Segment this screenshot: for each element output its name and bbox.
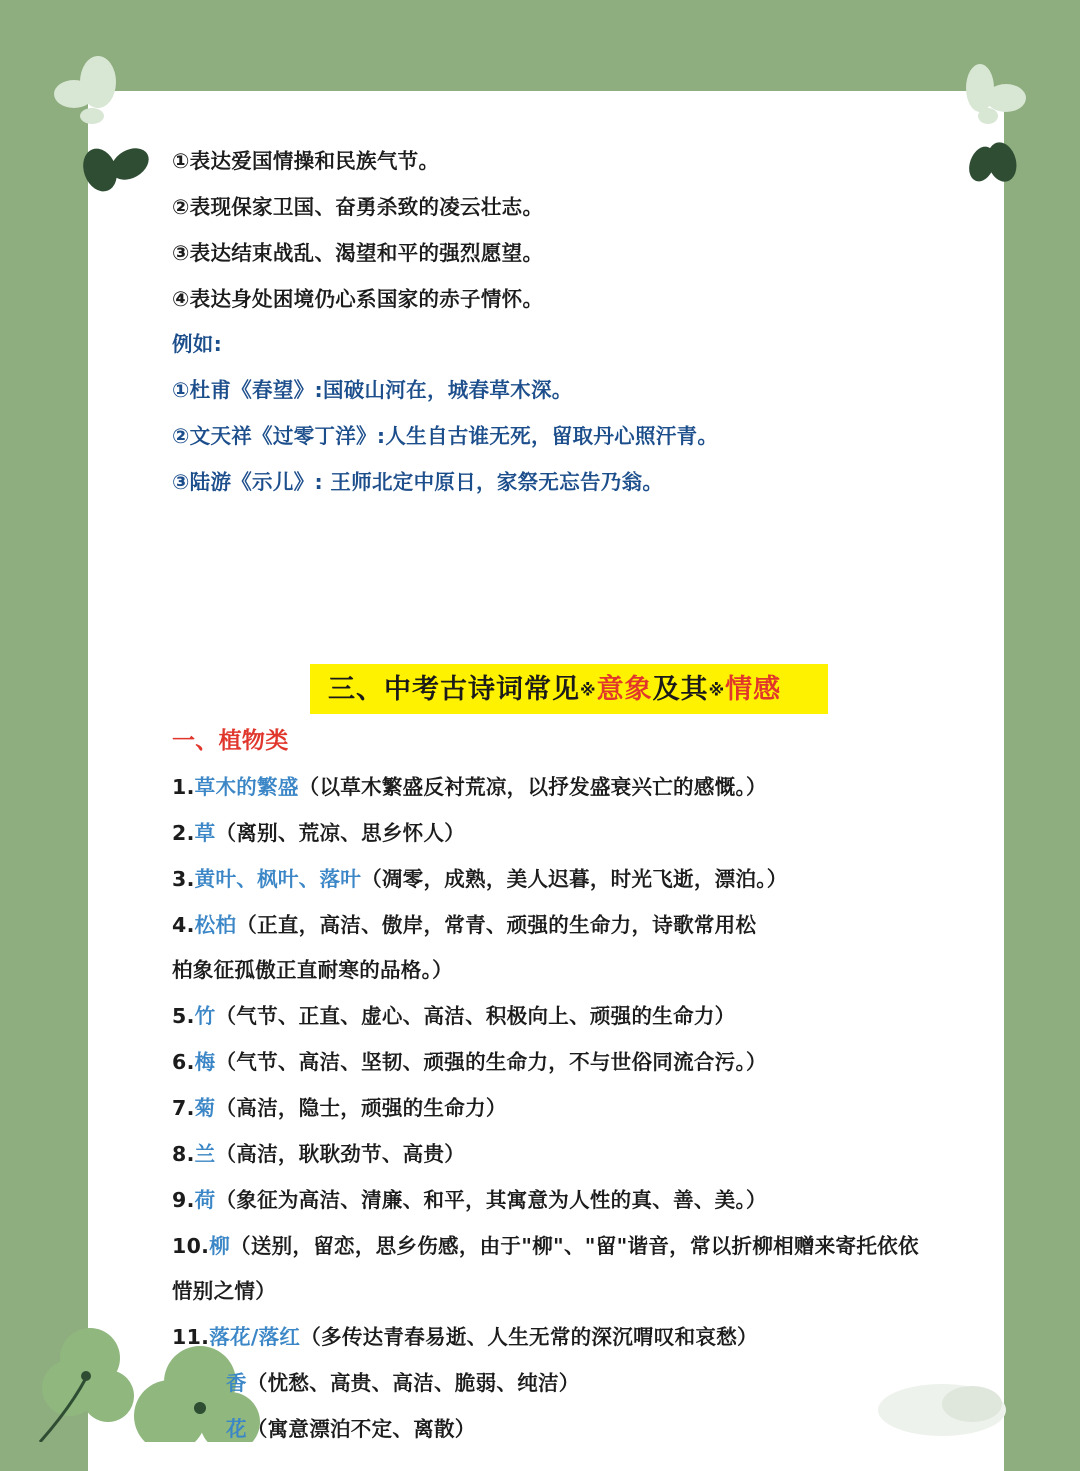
plant-item-term: 兰 xyxy=(194,1142,216,1166)
plant-item-term: 香 xyxy=(226,1371,247,1395)
subsection-title: 一、植物类 xyxy=(172,728,289,754)
example-item-1: ①杜甫《春望》:国破山河在，城春草木深。 xyxy=(172,378,573,402)
plant-item-desc: （象征为高洁、清廉、和平，其寓意为人性的真、善、美。） xyxy=(215,1188,767,1212)
plant-item-desc: （忧愁、高贵、高洁、脆弱、纯洁） xyxy=(246,1371,580,1395)
plant-item-desc: （离别、荒凉、思乡怀人） xyxy=(215,821,466,845)
leaf-icon-bottom-right xyxy=(872,1370,1012,1442)
section-title xyxy=(328,672,781,709)
intro-item-2: ②表现保家卫国、奋勇杀致的凌云壮志。 xyxy=(172,195,544,219)
plant-item-desc: （气节、高洁、坚韧、顽强的生命力，不与世俗同流合污。） xyxy=(215,1050,767,1074)
section-title-mark-2: ※ xyxy=(708,680,726,700)
plant-item-desc: （气节、正直、虚心、高洁、积极向上、顽强的生命力） xyxy=(215,1004,736,1028)
plant-item-number: 3. xyxy=(172,867,195,891)
plant-item-desc: 柏象征孤傲正直耐寒的品格。） xyxy=(172,958,453,982)
plant-item xyxy=(172,1231,919,1261)
plant-item xyxy=(172,864,788,894)
plant-item-desc: （寓意漂泊不定、离散） xyxy=(246,1417,476,1441)
intro-item-1: ①表达爱国情操和民族气节。 xyxy=(172,149,440,173)
section-title-part1: 意象 xyxy=(596,674,653,705)
plant-item-term: 草木的繁盛 xyxy=(194,775,299,799)
plant-item-number: 1. xyxy=(172,775,195,799)
plant-item-term: 荷 xyxy=(194,1188,216,1212)
plant-item-number: 2. xyxy=(172,821,195,845)
plant-item xyxy=(172,1093,507,1123)
plant-item-number: 11. xyxy=(172,1325,210,1349)
plant-item xyxy=(172,1047,767,1077)
plant-item-number: 8. xyxy=(172,1142,195,1166)
plant-item xyxy=(172,1276,276,1306)
plant-item xyxy=(172,1185,767,1215)
plant-item-desc: （以草木繁盛反衬荒凉，以抒发盛衰兴亡的感慨。） xyxy=(298,775,767,799)
plant-item-term: 花 xyxy=(226,1417,247,1441)
plant-item-desc: （正直，高洁、傲岸，常青、顽强的生命力，诗歌常用松 xyxy=(236,913,757,937)
butterfly-icon-right xyxy=(966,136,1018,190)
plant-item-number: 4. xyxy=(172,913,195,937)
intro-item-3: ③表达结束战乱、渴望和平的强烈愿望。 xyxy=(172,241,544,265)
plant-item-term: 竹 xyxy=(194,1004,216,1028)
plant-item-desc: （高洁，耿耿劲节、高贵） xyxy=(215,1142,466,1166)
plant-item-term: 落花/落红 xyxy=(209,1325,301,1349)
plant-item-number: 5. xyxy=(172,1004,195,1028)
plant-item xyxy=(172,910,756,940)
butterfly-icon-left xyxy=(80,140,152,200)
plant-item-term: 松柏 xyxy=(194,913,237,937)
butterfly-icon-top-left xyxy=(52,52,124,132)
plant-item-number: 7. xyxy=(172,1096,195,1120)
plant-item-term: 草 xyxy=(194,821,216,845)
plant-item-desc: 惜别之情） xyxy=(172,1279,276,1303)
plant-item-number: 10. xyxy=(172,1234,210,1258)
plant-item-desc: （多传达青春易逝、人生无常的深沉喟叹和哀愁） xyxy=(300,1325,758,1349)
butterfly-icon-top-right xyxy=(958,58,1028,130)
section-title-part2: 情感 xyxy=(725,674,782,705)
plant-item xyxy=(226,1368,580,1398)
example-item-3: ③陆游《示儿》: 王师北定中原日，家祭无忘告乃翁。 xyxy=(172,470,664,494)
plant-item-term: 梅 xyxy=(194,1050,216,1074)
plant-item-term: 黄叶、枫叶、落叶 xyxy=(194,867,362,891)
plant-item xyxy=(172,1001,735,1031)
plant-item xyxy=(172,1139,465,1169)
intro-item-4: ④表达身处困境仍心系国家的赤子情怀。 xyxy=(172,287,544,311)
plant-item xyxy=(172,955,453,985)
example-label: 例如: xyxy=(172,332,223,356)
plant-item-term: 菊 xyxy=(194,1096,216,1120)
section-title-middle: 及其 xyxy=(652,674,709,705)
plant-item xyxy=(172,818,465,848)
example-item-2: ②文天祥《过零丁洋》:人生自古谁无死，留取丹心照汗青。 xyxy=(172,424,719,448)
plant-item-number: 9. xyxy=(172,1188,195,1212)
plant-item-number: 6. xyxy=(172,1050,195,1074)
plant-item-term: 柳 xyxy=(209,1234,231,1258)
section-title-mark-1: ※ xyxy=(580,680,597,700)
section-title-prefix: 三、中考古诗词常见 xyxy=(328,674,580,705)
plant-item-desc: （高洁，隐士，顽强的生命力） xyxy=(215,1096,507,1120)
plant-item xyxy=(172,772,767,802)
plant-item xyxy=(172,1322,758,1352)
plant-item-desc: （送别，留恋，思乡伤感，由于"柳"、"留"谐音，常以折柳相赠来寄托依依 xyxy=(230,1234,919,1258)
plant-item-desc: （凋零，成熟，美人迟暮，时光飞逝，漂泊。） xyxy=(361,867,788,891)
plant-item xyxy=(226,1414,476,1444)
